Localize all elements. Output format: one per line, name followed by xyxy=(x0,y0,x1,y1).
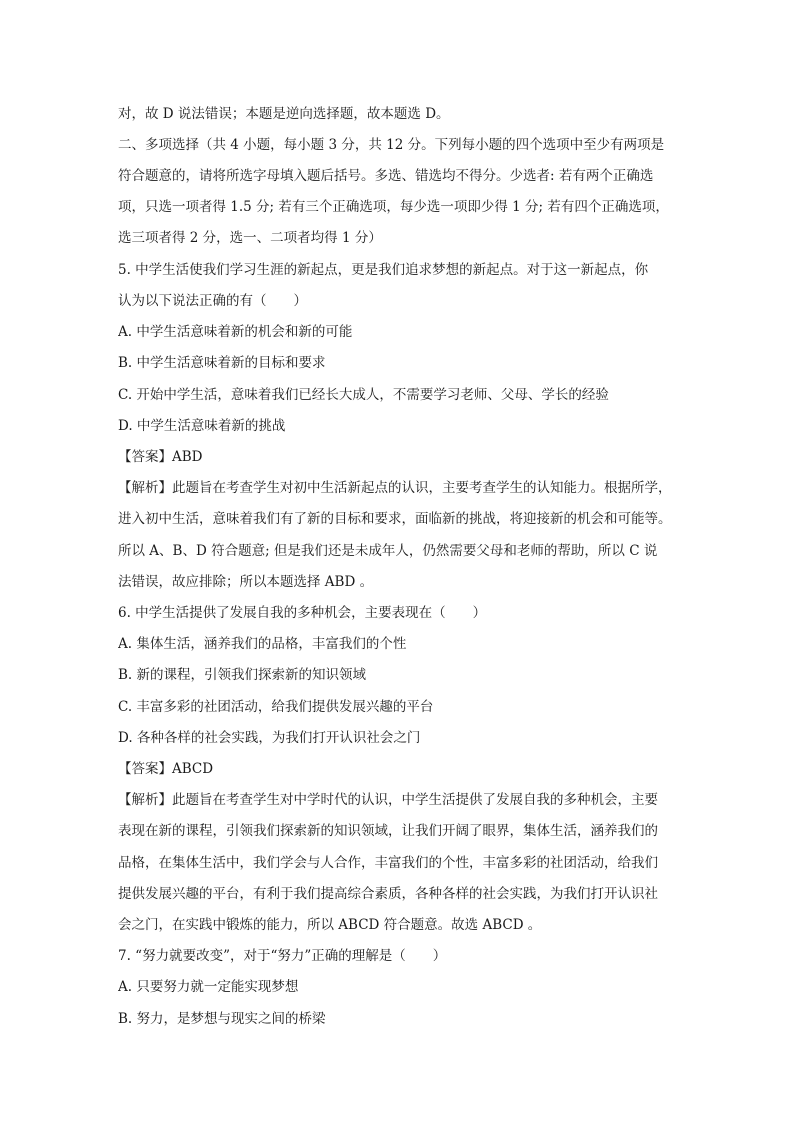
analysis-line: 品格，在集体生活中，我们学会与人合作，丰富我们的个性，丰富多彩的社团活动，给我们 xyxy=(118,855,658,871)
option-c: C. 丰富多彩的社团活动，给我们提供发展兴趣的平台 xyxy=(118,699,434,715)
analysis-line: 【解析】此题旨在考查学生对中学时代的认识，中学生活提供了发展自我的多种机会，主要 xyxy=(118,792,658,808)
question-5-cont: 认为以下说法正确的有（ ） xyxy=(118,293,307,309)
text-line: 选三项者得 2 分，选一、二项者均得 1 分） xyxy=(118,230,382,246)
analysis-line: 法错误，故应排除；所以本题选择 ABD 。 xyxy=(118,574,374,590)
text-line: 符合题意的，请将所选字母填入题后括号。多选、错选均不得分。少选者: 若有两个正确选 xyxy=(118,168,654,184)
answer-label: 【答案】ABD xyxy=(118,449,203,465)
option-d: D. 各种各样的社会实践，为我们打开认识社会之门 xyxy=(118,730,421,746)
answer-label: 【答案】ABCD xyxy=(118,761,214,777)
option-a: A. 只要努力就一定能实现梦想 xyxy=(118,979,299,995)
option-a: A. 中学生活意味着新的机会和新的可能 xyxy=(118,324,353,340)
option-b: B. 努力，是梦想与现实之间的桥梁 xyxy=(118,1011,326,1027)
section-heading: 二、多项选择（共 4 小题，每小题 3 分，共 12 分。下列每小题的四个选项中至少有两项是 xyxy=(118,137,665,153)
option-d: D. 中学生活意味着新的挑战 xyxy=(118,418,286,434)
question-6: 6. 中学生活提供了发展自我的多种机会，主要表现在（ ） xyxy=(118,605,487,621)
text-line: 项，只选一项者得 1.5 分; 若有三个正确选项，每少选一项即少得 1 分; 若有四个正确选项， xyxy=(118,199,669,215)
analysis-line: 所以 A、B、D 符合题意; 但是我们还是未成年人，仍然需要父母和老师的帮助，所以 C 说 xyxy=(118,543,658,559)
analysis-line: 会之门，在实践中锻炼的能力，所以 ABCD 符合题意。故选 ABCD 。 xyxy=(118,917,542,933)
analysis-line: 进入初中生活，意味着我们有了新的目标和要求，面临新的挑战，将迎接新的机会和可能等。 xyxy=(118,511,672,527)
text-line: 对，故 D 说法错误；本题是逆向选择题，故本题选 D。 xyxy=(118,106,450,122)
question-7: 7. “努力就要改变”，对于“努力”正确的理解是（ ） xyxy=(118,948,447,964)
option-b: B. 中学生活意味着新的目标和要求 xyxy=(118,355,326,371)
option-a: A. 集体生活，涵养我们的品格，丰富我们的个性 xyxy=(118,636,407,652)
option-b: B. 新的课程，引领我们探索新的知识领域 xyxy=(118,667,367,683)
analysis-line: 【解析】此题旨在考查学生对初中生活新起点的认识，主要考查学生的认知能力。根据所学， xyxy=(118,480,672,496)
analysis-line: 表现在新的课程，引领我们探索新的知识领域，让我们开阔了眼界，集体生活，涵养我们的 xyxy=(118,823,658,839)
question-5: 5. 中学生活使我们学习生涯的新起点，更是我们追求梦想的新起点。对于这一新起点，你 xyxy=(118,262,649,278)
option-c: C. 开始中学生活，意味着我们已经长大成人，不需要学习老师、父母、学长的经验 xyxy=(118,387,609,403)
analysis-line: 提供发展兴趣的平台，有利于我们提高综合素质，各种各样的社会实践，为我们打开认识社 xyxy=(118,886,658,902)
